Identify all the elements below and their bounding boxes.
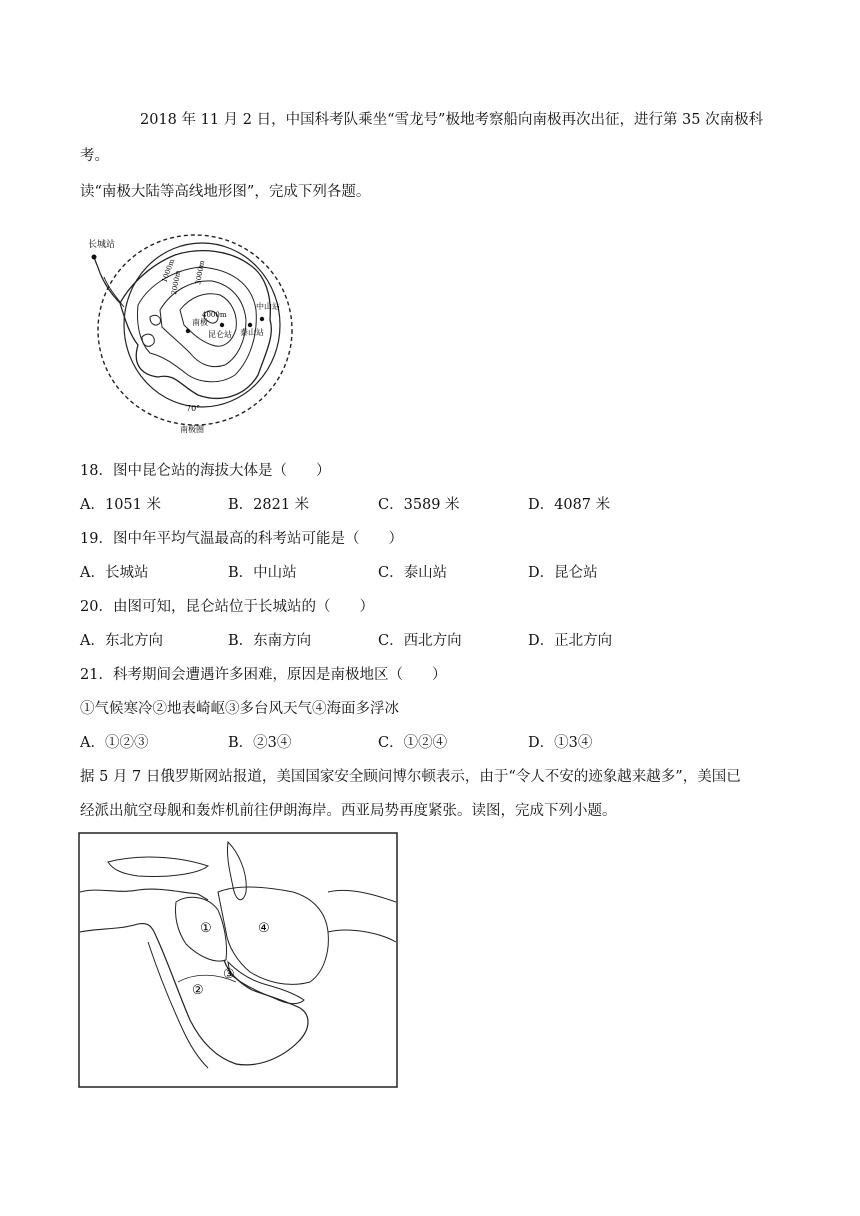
q19-option-b: B．中山站 xyxy=(228,565,297,581)
label-lat-70: 70° xyxy=(186,404,201,413)
question-21-statements: ①气候寒冷②地表崎岖③多台风天气④海面多浮冰 xyxy=(80,701,399,717)
taishan-station-dot xyxy=(248,323,252,327)
marker-3: ③ xyxy=(223,967,235,982)
q21-option-d: D．①3④ xyxy=(528,735,593,751)
label-zhongshan: 中山站 xyxy=(256,302,280,311)
label-antarctic-circle: 南极圈 xyxy=(180,425,204,434)
label-2000m: 2000m xyxy=(170,269,183,296)
q18-option-d: D．4087 米 xyxy=(528,497,611,513)
q21-option-b: B．②3④ xyxy=(228,735,292,751)
label-taishan: 泰山站 xyxy=(240,328,264,337)
intro-line-1: 2018 年 11 月 2 日，中国科考队乘坐“雪龙号”极地考察船向南极再次出征，进行第 35 次南极科 xyxy=(140,112,764,128)
passage2-line-2: 经派出航空母舰和轰炸机前往伊朗海岸。西亚局势再度紧张。读图，完成下列小题。 xyxy=(80,803,617,819)
q20-option-a: A．东北方向 xyxy=(80,633,163,649)
label-nanji: 南极 xyxy=(192,318,208,327)
west-asia-map xyxy=(78,832,398,1088)
south-pole-dot xyxy=(186,329,190,333)
question-20-stem: 20．由图可知，昆仑站位于长城站的（ ） xyxy=(80,599,374,615)
antarctic-map-svg xyxy=(80,225,305,440)
label-1000m: 1000m xyxy=(160,257,177,284)
marker-4: ④ xyxy=(258,921,270,936)
marker-1: ① xyxy=(200,921,212,936)
q19-option-d: D．昆仑站 xyxy=(528,565,598,581)
question-21-stem: 21．科考期间会遭遇许多困难，原因是南极地区（ ） xyxy=(80,667,447,683)
marker-2: ② xyxy=(192,983,204,998)
ice-shelf-1 xyxy=(142,334,154,346)
q21-option-c: C．①②④ xyxy=(378,735,448,751)
kunlun-station-dot xyxy=(220,323,224,327)
question-18-stem: 18．图中昆仑站的海拔大体是（ ） xyxy=(80,463,331,479)
q18-option-a: A．1051 米 xyxy=(80,497,161,513)
q18-option-b: B．2821 米 xyxy=(228,497,310,513)
intro-line-2: 考。 xyxy=(80,148,109,164)
label-kunlun: 昆仑站 xyxy=(208,330,232,339)
q20-option-d: D．正北方向 xyxy=(528,633,613,649)
q19-option-c: C．泰山站 xyxy=(378,565,448,581)
label-3000m: 3000m xyxy=(194,259,207,286)
q20-option-b: B．东南方向 xyxy=(228,633,312,649)
label-4000m: 4000m xyxy=(202,311,227,319)
changcheng-station-dot xyxy=(92,255,97,260)
intro-line-3: 读“南极大陆等高线地形图”，完成下列各题。 xyxy=(80,184,371,200)
q19-option-a: A．长城站 xyxy=(80,565,149,581)
west-asia-map-svg xyxy=(78,832,398,1088)
antarctic-contour-map xyxy=(80,225,305,440)
ice-shelf-2 xyxy=(150,315,160,325)
question-19-stem: 19．图中年平均气温最高的科考站可能是（ ） xyxy=(80,531,403,547)
q21-option-a: A．①②③ xyxy=(80,735,149,751)
q18-option-c: C．3589 米 xyxy=(378,497,460,513)
q20-option-c: C．西北方向 xyxy=(378,633,462,649)
label-changcheng: 长城站 xyxy=(88,240,116,250)
peninsula-coast-inner xyxy=(104,277,124,307)
zhongshan-station-dot xyxy=(260,317,264,321)
passage2-line-1: 据 5 月 7 日俄罗斯网站报道，美国国家安全顾问博尔顿表示，由于“令人不安的迹象越来越多”，美国已 xyxy=(80,769,741,785)
